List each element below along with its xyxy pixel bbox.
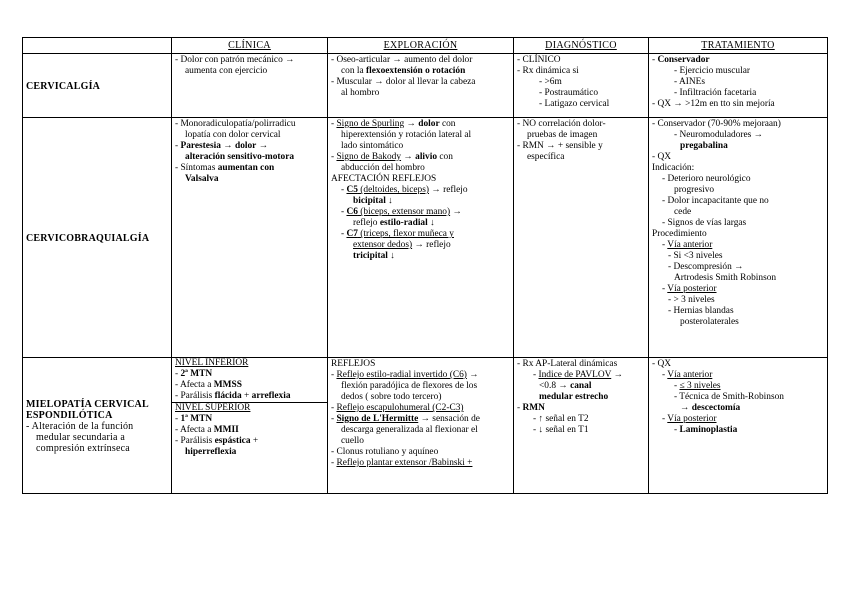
text-line: REFLEJOS <box>331 359 376 369</box>
text-line: medular secundaria a <box>36 431 125 443</box>
text-line: - Monoradiculopatía/polirradicu <box>175 119 296 129</box>
text-line: - Neuromoduladores → <box>674 130 764 140</box>
mielopatia-diagnostico <box>514 358 649 494</box>
text-line: - Dolor incapacitante que no <box>662 196 769 206</box>
text-line: - AINEs <box>674 77 705 87</box>
text-line: - Síntomas aumentan con <box>175 163 275 173</box>
text-line: tricipital ↓ <box>353 251 395 261</box>
text-line: flexión paradójica de flexores de los <box>341 381 478 391</box>
cervicobraquialgia-clinica <box>172 118 328 358</box>
text-line: Procedimiento <box>652 229 707 239</box>
text-line: descarga generalizada al flexionar el <box>341 425 478 435</box>
header-exploracion: EXPLORACIÓN <box>328 38 514 54</box>
text-line: - Si <3 niveles <box>668 251 723 261</box>
text-line: - 1ª MTN <box>175 414 213 424</box>
text-line: - Muscular → dolor al llevar la cabeza <box>331 77 476 87</box>
text-line: AFECTACIÓN REFLEJOS <box>331 174 437 184</box>
header-clinica: CLÍNICA <box>172 38 328 54</box>
corner-cell <box>23 38 172 54</box>
text-line: cede <box>674 207 692 217</box>
text-line: reflejo estilo-radial ↓ <box>353 218 435 228</box>
text-line: - NO correlación dolor- <box>517 119 606 129</box>
text-line: bicipital ↓ <box>353 196 393 206</box>
text-line: - Dolor con patrón mecánico → <box>175 55 295 65</box>
text-line: - Reflejo estilo-radial invertido (C6) → <box>331 370 479 380</box>
row-title-cervicobraquialgia: CERVICOBRAQUIALGÍA <box>23 118 172 358</box>
text-line: - > 3 niveles <box>668 295 715 305</box>
cervicobraquialgia-diagnostico <box>514 118 649 358</box>
text-line: - Postraumático <box>539 88 599 98</box>
text-line: - Hernias blandas <box>668 306 734 316</box>
text-line: <0.8 → canal <box>539 381 592 391</box>
text-line: - Indice de PAVLOV → <box>533 370 623 380</box>
text-line: - Rx dinámica si <box>517 66 579 76</box>
cervicalgia-tratamiento <box>649 54 828 118</box>
text-line: progresivo <box>674 185 715 195</box>
header-tratamiento: TRATAMIENTO <box>649 38 828 54</box>
text-line: - RMN → + sensible y <box>517 141 603 151</box>
text-line: - Latigazo cervical <box>539 99 610 109</box>
text-line: - C5 (deltoides, biceps) → reflejo <box>341 185 468 195</box>
text-line: NIVEL INFERIOR <box>175 358 249 368</box>
text-line: hiperreflexia <box>185 447 237 457</box>
mielopatia-clinica <box>172 358 328 494</box>
text-line: - Conservador <box>652 55 710 65</box>
cervicobraquialgia-tratamiento <box>649 118 828 358</box>
text-line: específica <box>527 152 565 162</box>
text-line: extensor dedos) → reflejo <box>353 240 451 250</box>
text-line: - Alteración de la función <box>26 420 134 432</box>
text-line: lado sintomático <box>341 141 404 151</box>
text-line: medular estrecho <box>539 392 609 402</box>
text-line: - Conservador (70-90% mejoraan) <box>652 119 781 129</box>
text-line: pruebas de imagen <box>527 130 598 140</box>
table-row <box>23 118 828 358</box>
text-line: - ≤ 3 niveles <box>674 381 721 391</box>
text-line: - Infiltración facetaria <box>674 88 757 98</box>
text-line: Indicación: <box>652 163 695 173</box>
text-line: posterolaterales <box>680 317 739 327</box>
text-line: - Signo de L'Hermitte → sensación de <box>331 414 480 424</box>
text-line: - Descompresión → <box>668 262 744 272</box>
cervicobraquialgia-exploracion <box>328 118 514 358</box>
text-line: - 2ª MTN <box>175 369 213 379</box>
mielopatia-exploracion <box>328 358 514 494</box>
text-line: - Vía posterior <box>662 284 717 294</box>
text-line: - ↓ señal en T1 <box>533 425 589 435</box>
text-line: - Signo de Spurling → dolor con <box>331 119 456 129</box>
summary-table <box>22 37 828 494</box>
header-diagnostico: DIAGNÓSTICO <box>514 38 649 54</box>
text-line: - Clonus rotuliano y aquíneo <box>331 447 439 457</box>
text-line: - Reflejo plantar extensor /Babinski + <box>331 458 473 468</box>
text-line: cuello <box>341 436 364 446</box>
text-line: - Ejercicio muscular <box>674 66 751 76</box>
text-line: Artrodesis Smith Robinson <box>674 273 777 283</box>
row-title-mielopatia: MIELOPATÍA CERVICAL ESPONDILÓTICA - Alteración de la función medular secundaria a compresión extrínseca <box>23 358 172 494</box>
cervicalgia-exploracion <box>328 54 514 118</box>
text-line: - Oseo-articular → aumento del dolor <box>331 55 473 65</box>
text-line: - Vía anterior <box>662 370 713 380</box>
text-line: dedos ( sobre todo tercero) <box>341 392 442 402</box>
text-line: - Deterioro neurológico <box>662 174 751 184</box>
mielopatia-tratamiento <box>649 358 828 494</box>
cervicalgia-clinica <box>172 54 328 118</box>
text-line: - QX → >12m en tto sin mejoría <box>652 99 775 109</box>
text-line: → descectomía <box>680 403 741 413</box>
text-line: - Parálisis flácida + arreflexia <box>172 391 327 403</box>
text-line: - Vía posterior <box>662 414 717 424</box>
text-line: compresión extrínseca <box>36 442 130 454</box>
text-line: - Parálisis espástica + <box>175 436 259 446</box>
text-line: lopatía con dolor cervical <box>185 130 281 140</box>
header-row <box>23 38 828 54</box>
text-line: con la flexoextensión o rotación <box>341 66 466 76</box>
text-line: - Signos de vías largas <box>662 218 747 228</box>
text-line: aumenta con ejercicio <box>185 66 268 76</box>
text-line: - Signo de Bakody → alivio con <box>331 152 453 162</box>
text-line: - ↑ señal en T2 <box>533 414 589 424</box>
text-line: - Laminoplastia <box>674 425 738 435</box>
table-row <box>23 358 828 494</box>
text-line: - C6 (biceps, extensor mano) → <box>341 207 462 217</box>
text-line: Valsalva <box>185 174 219 184</box>
text-line: - Afecta a MMII <box>175 425 239 435</box>
row-title-cervicalgia: CERVICALGÍA <box>23 54 172 118</box>
text-line: - CLÍNICO <box>517 55 561 65</box>
text-line: abducción del hombro <box>341 163 425 173</box>
text-line: - C7 (triceps, flexor muñeca y <box>341 229 454 239</box>
text-line: al hombro <box>341 88 380 98</box>
text-line: hiperextensión y rotación lateral al <box>341 130 472 140</box>
text-line: - QX <box>652 359 672 369</box>
text-line: - Técnica de Smith-Robinson <box>674 392 784 402</box>
cervicalgia-diagnostico <box>514 54 649 118</box>
table-row <box>23 54 828 118</box>
text-line: - RMN <box>517 403 545 413</box>
text-line: - Vía anterior <box>662 240 713 250</box>
text-line: - QX <box>652 152 672 162</box>
text-line: - >6m <box>539 77 562 87</box>
text-line: - Afecta a MMSS <box>175 380 242 390</box>
text-line: NIVEL SUPERIOR <box>175 403 251 413</box>
text-line: pregabalina <box>680 141 728 151</box>
text-line: - Rx AP-Lateral dinámicas <box>517 359 618 369</box>
text-line: - Parestesia → dolor → <box>175 141 269 151</box>
text-line: - Reflejo escapulohumeral (C2-C3) <box>331 403 464 413</box>
text-line: alteración sensitivo-motora <box>185 152 295 162</box>
